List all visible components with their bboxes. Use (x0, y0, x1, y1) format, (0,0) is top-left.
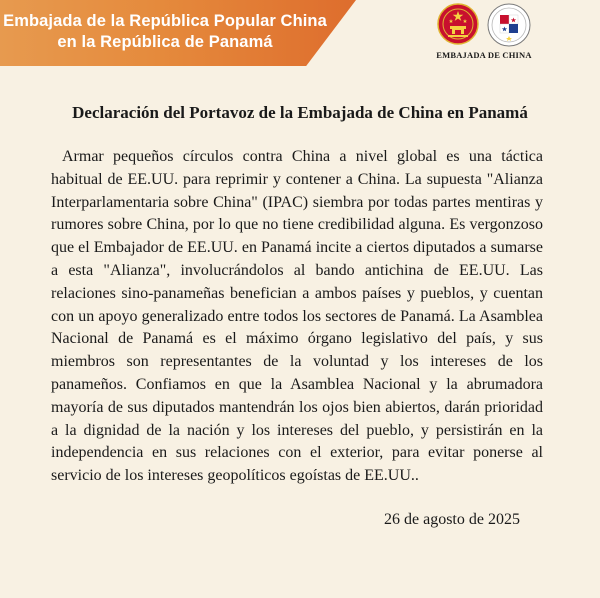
statement-date: 26 de agosto de 2025 (384, 511, 520, 528)
national-emblem-icon (437, 3, 479, 45)
embassy-seal-icon (487, 3, 531, 47)
embassy-logo-caption: EMBAJADA DE CHINA (436, 50, 532, 60)
statement-body: Armar pequeños círculos contra China a nivel global es una táctica habitual de EE.UU. para reprimir y contener a China. La supuesta "Alianza Interparlamentaria sobre China" (IPAC) siembra por todas partes mentiras y rumores sobre China, por lo que no tiene credibilidad alguna. Es vergonzoso que el Embajador de EE.UU. en Panamá incite a ciertos diputados a sumarse a esta "Alianza", involucrándolos al bando antichina de EE.UU. Las relaciones sino-panameñas benefician a ambos países y pueblos, y cuentan con un apoyo generalizado entre todos los sectores de Panamá. La Asamblea Nacional de Panamá es el máximo órgano legislativo del país, y sus miembros son representantes de la voluntad y los intereses de los panameños. Confiamos en que la Asamblea Nacional y la abrumadora mayoría de sus diputados mantendrán los ojos bien abiertos, darán prioridad a la dignidad de la nación y los intereses del pueblo, y persistirán en la independencia en sus relaciones con el exterior, para evitar ponerse al servicio de los intereses geopolíticos egoístas de EE.UU.. (51, 148, 543, 485)
embassy-name-line-1: Embajada de la República Popular China (3, 12, 327, 30)
document-title: Declaración del Portavoz de la Embajada de China en Panamá (72, 103, 528, 122)
embassy-name-line-2: en la República de Panamá (57, 33, 273, 51)
